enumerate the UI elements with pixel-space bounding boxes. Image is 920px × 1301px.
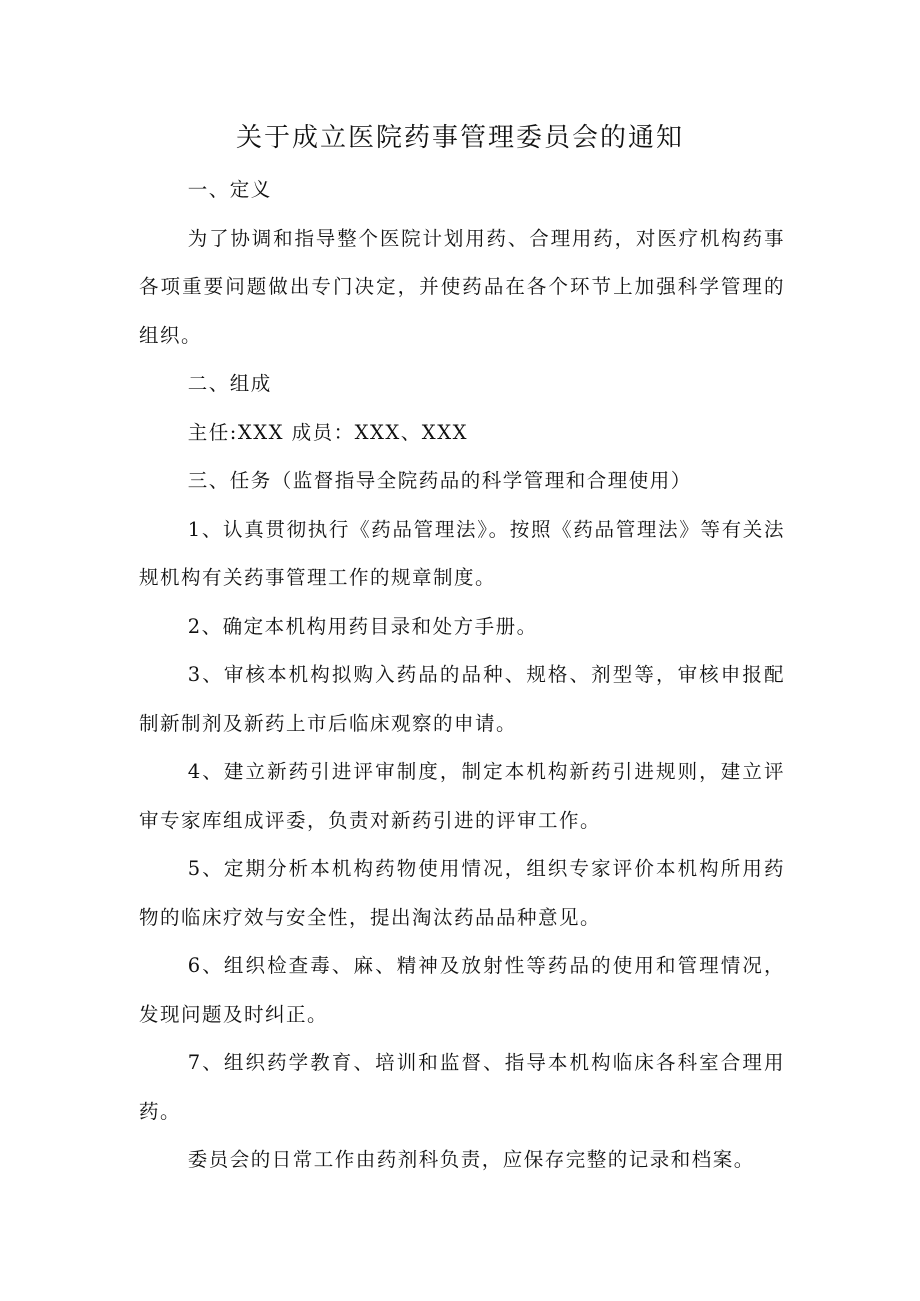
- task-item-1: 1、认真贯彻执行《药品管理法》。按照《药品管理法》等有关法规机构有关药事管理工作的规章制度。: [139, 517, 785, 589]
- section-heading-composition: 二、组成: [187, 372, 272, 395]
- task-item-2: 2、确定本机构用药目录和处方手册。: [187, 614, 538, 638]
- task-item-4: 4、建立新药引进评审制度，制定本机构新药引进规则，建立评审专家库组成评委，负责对新药引进的评审工作。: [139, 760, 785, 832]
- task-item-5: 5、定期分析本机构药物使用情况，组织专家评价本机构所用药物的临床疗效与安全性，提出淘汰药品品种意见。: [139, 857, 785, 929]
- task-item-7: 7、组织药学教育、培训和监督、指导本机构临床各科室合理用药。: [139, 1051, 785, 1123]
- paragraph-daily-work: 委员会的日常工作由药剂科负责，应保存完整的记录和档案。: [187, 1148, 755, 1171]
- section-heading-definition: 一、定义: [187, 178, 272, 201]
- task-item-3: 3、审核本机构拟购入药品的品种、规格、剂型等，审核申报配制新制剂及新药上市后临床观察的申请。: [139, 663, 785, 735]
- paragraph-members: 主任:XXX 成员：XXX、XXX: [187, 420, 468, 444]
- section-heading-tasks: 三、任务（监督指导全院药品的科学管理和合理使用）: [187, 469, 692, 492]
- paragraph-definition: 为了协调和指导整个医院计划用药、合理用药，对医疗机构药事各项重要问题做出专门决定，并使药品在各个环节上加强科学管理的组织。: [139, 226, 785, 347]
- task-item-6: 6、组织检查毒、麻、精神及放射性等药品的使用和管理情况，发现问题及时纠正。: [139, 954, 785, 1026]
- document-body: [139, 166, 785, 1185]
- document-title: 关于成立医院药事管理委员会的通知: [235, 123, 684, 153]
